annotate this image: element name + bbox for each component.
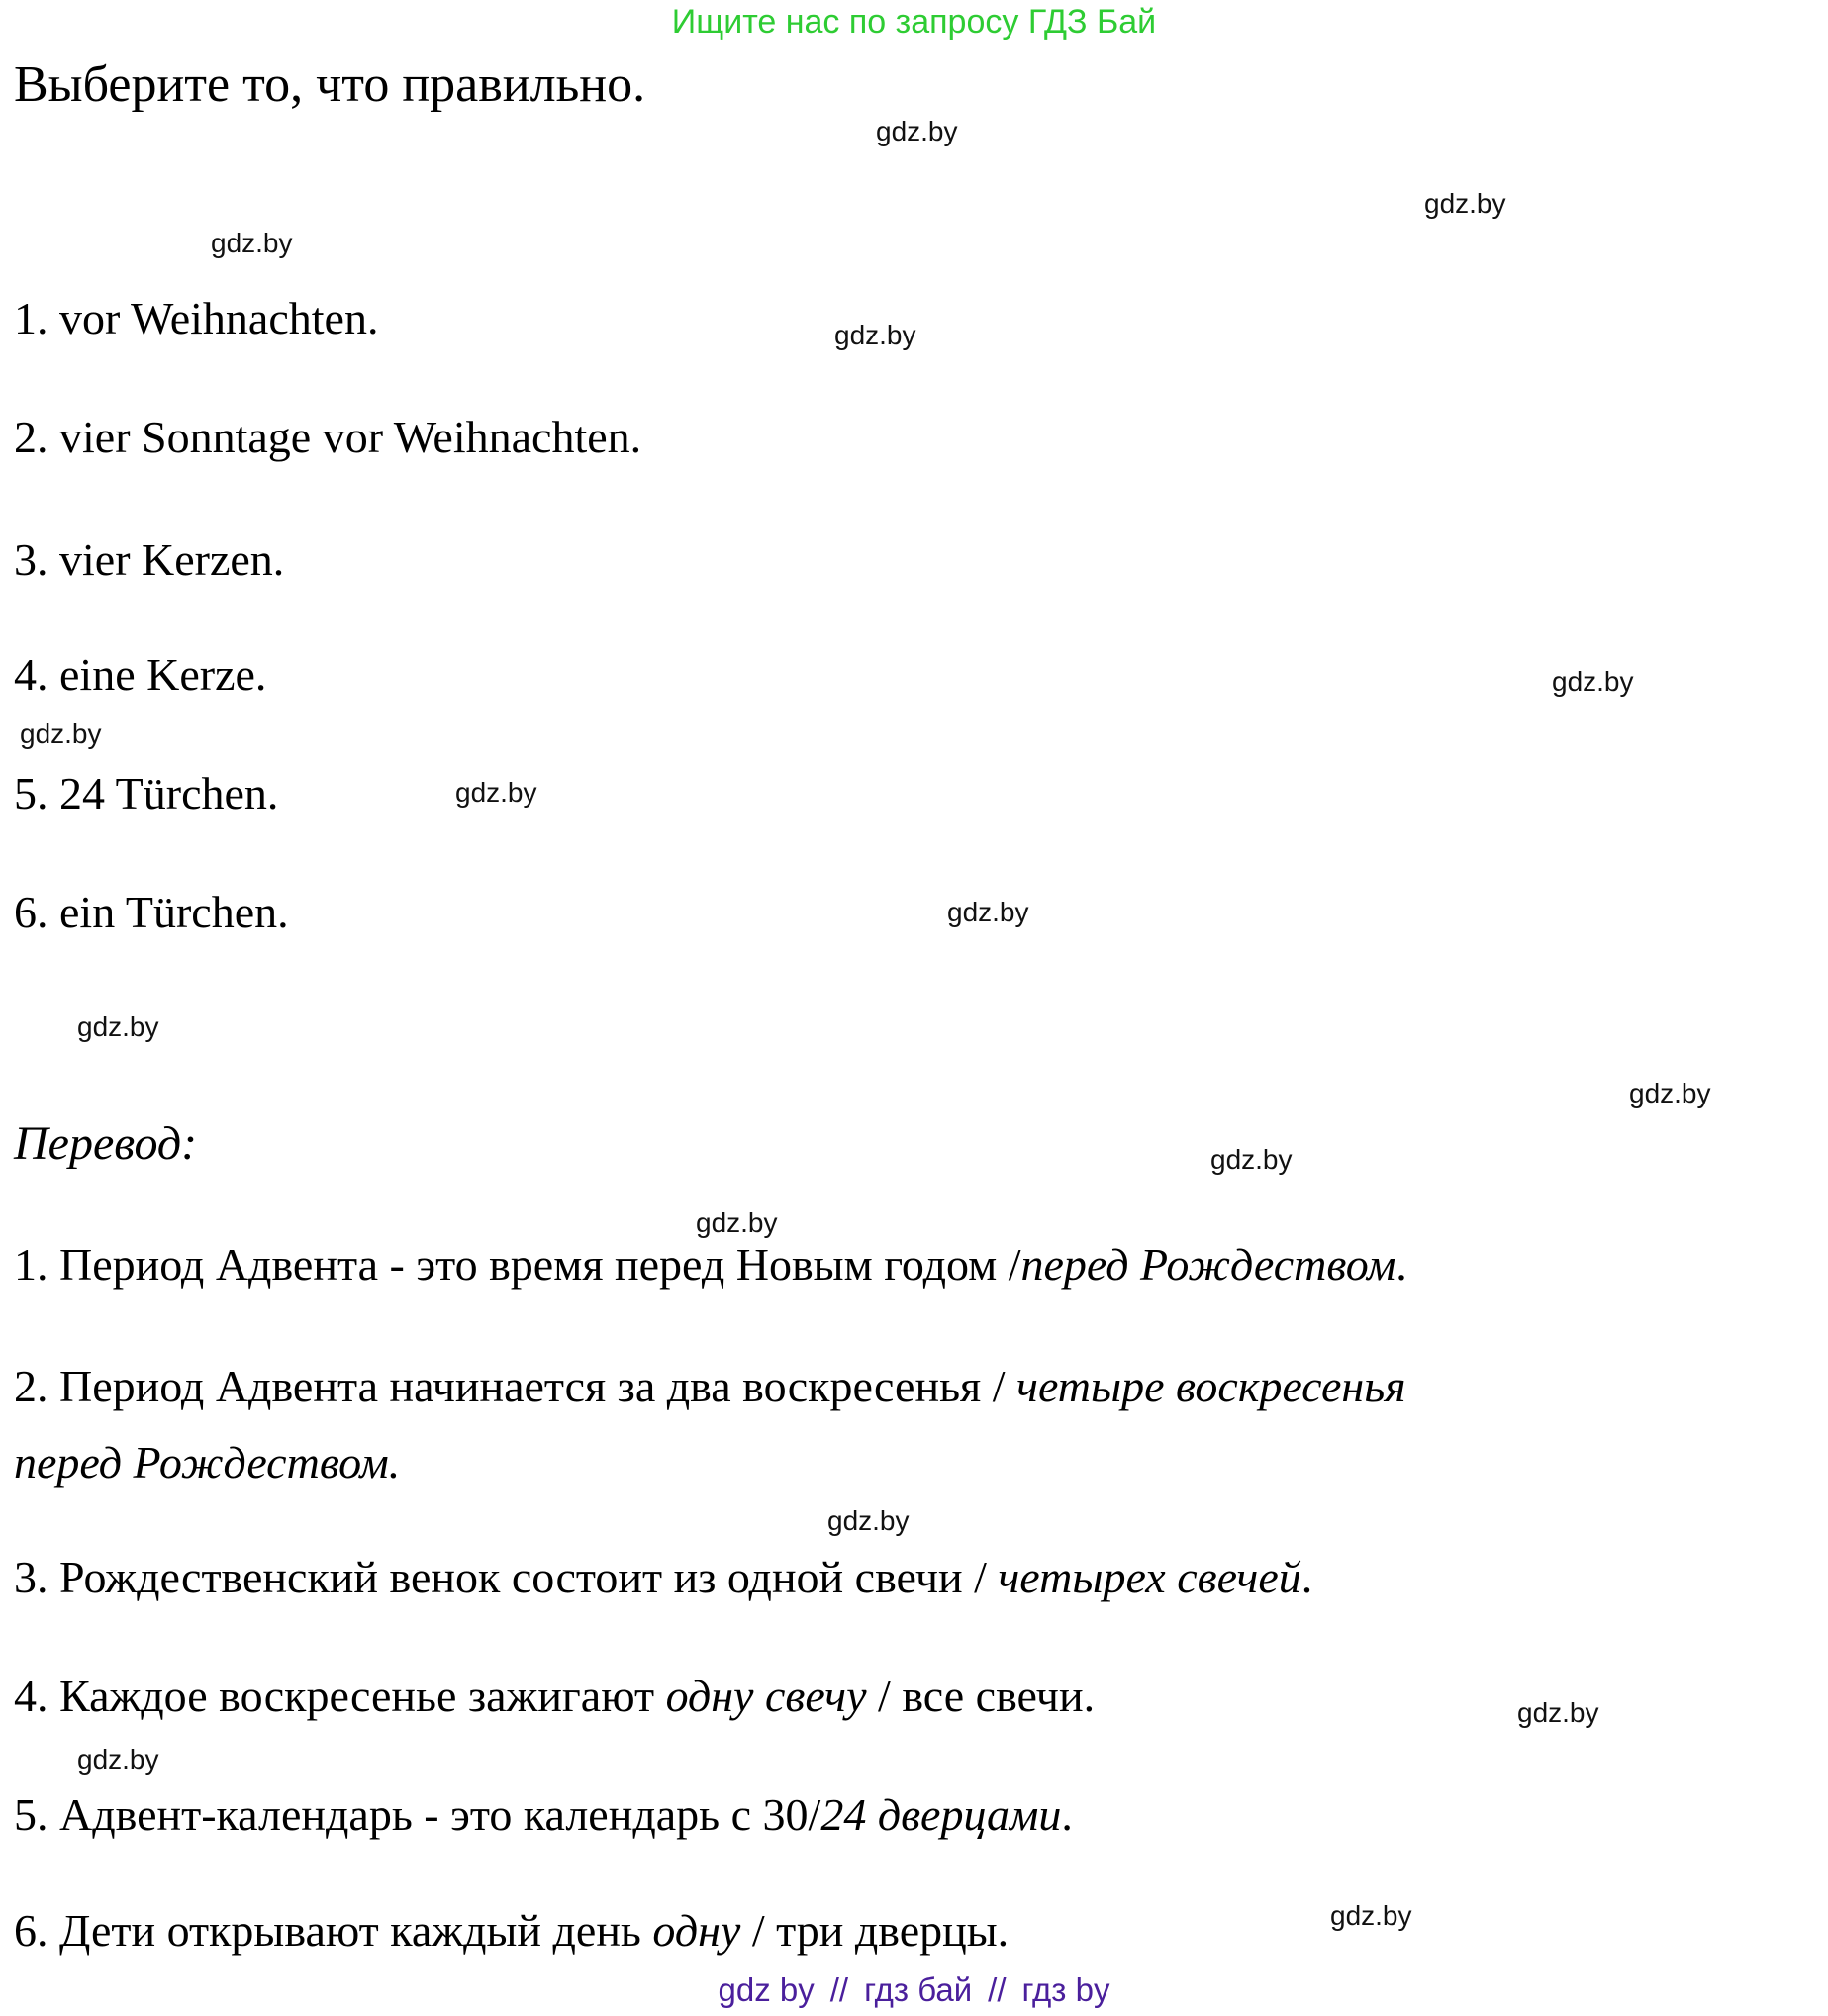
page-title: Выберите то, что правильно. [14, 56, 646, 113]
translation-line-2 [14, 1361, 1406, 1413]
translation-line-6-tail: . [1061, 1789, 1073, 1840]
gdz-watermark-3: gdz.by [211, 228, 293, 258]
translation-line-4-italic: четырех свечей [998, 1552, 1301, 1602]
translation-line-1-tail: . [1395, 1239, 1407, 1290]
footer-separator-1: // [829, 1971, 849, 2008]
german-item-1: 1. vor Weihnachten. [14, 293, 379, 343]
translation-line-3-italic: перед Рождеством. [14, 1437, 401, 1488]
translation-line-2-italic: четыре воскресенья [1016, 1361, 1406, 1411]
gdz-watermark-5: gdz.by [1552, 666, 1634, 697]
translation-line-5-text: 4. Каждое воскресенье зажигают [14, 1671, 666, 1721]
gdz-watermark-2: gdz.by [1424, 188, 1506, 219]
gdz-watermark-14: gdz.by [1517, 1697, 1599, 1728]
translation-line-4 [14, 1552, 1312, 1604]
german-item-6: 6. ein Türchen. [14, 887, 289, 937]
translation-line-7-tail: / три дверцы. [740, 1905, 1010, 1956]
translation-line-1-text: 1. Период Адвента - это время перед Новым годом / [14, 1239, 1021, 1290]
german-item-2: 2. vier Sonntage vor Weihnachten. [14, 412, 642, 462]
translation-line-4-text: 3. Рождественский венок состоит из одной свечи / [14, 1552, 999, 1602]
gdz-watermark-12: gdz.by [696, 1207, 778, 1238]
gdz-watermark-13: gdz.by [827, 1505, 910, 1536]
translation-line-6 [14, 1789, 1073, 1842]
translation-line-7 [14, 1905, 1009, 1958]
german-item-4: 4. eine Kerze. [14, 649, 267, 700]
translation-line-5-italic: одну свечу [665, 1671, 867, 1721]
translation-line-7-italic: одну [652, 1905, 741, 1956]
translation-line-2-text: 2. Период Адвента начинается за два воскресенья / [14, 1361, 1016, 1411]
gdz-watermark-11: gdz.by [1210, 1144, 1293, 1175]
translation-line-5-tail: / все свечи. [866, 1671, 1096, 1721]
translation-line-4-tail: . [1300, 1552, 1313, 1602]
gdz-watermark-1: gdz.by [876, 116, 958, 146]
gdz-watermark-15: gdz.by [77, 1744, 159, 1775]
promo-banner: Ищите нас по запросу ГДЗ Бай [671, 3, 1157, 41]
german-item-5: 5. 24 Türchen. [14, 768, 279, 818]
gdz-watermark-4: gdz.by [834, 320, 916, 350]
gdz-watermark-10: gdz.by [1629, 1078, 1711, 1108]
gdz-watermark-7: gdz.by [455, 777, 537, 808]
footer-gdz-by-latin: gdz by [718, 1971, 815, 2008]
gdz-watermark-6: gdz.by [20, 719, 102, 749]
translation-line-3 [14, 1437, 400, 1489]
translation-line-1 [14, 1239, 1407, 1292]
gdz-watermark-9: gdz.by [77, 1011, 159, 1042]
footer-separator-2: // [988, 1971, 1007, 2008]
footer-gdz-by-mixed: гдз by [1021, 1971, 1110, 2008]
translation-line-1-italic: перед Рождеством [1020, 1239, 1396, 1290]
gdz-watermark-16: gdz.by [1330, 1900, 1412, 1931]
translation-line-5 [14, 1671, 1095, 1723]
gdz-watermark-8: gdz.by [947, 897, 1029, 927]
translation-line-7-text: 6. Дети открывают каждый день [14, 1905, 653, 1956]
footer-links [0, 1971, 1828, 2009]
translation-line-6-text: 5. Адвент-календарь - это календарь с 30/ [14, 1789, 821, 1840]
translation-line-6-italic: 24 дверцами [820, 1789, 1062, 1840]
footer-gdz-bai: гдз бай [864, 1971, 973, 2008]
german-item-3: 3. vier Kerzen. [14, 534, 285, 585]
translation-heading: Перевод: [14, 1117, 198, 1170]
